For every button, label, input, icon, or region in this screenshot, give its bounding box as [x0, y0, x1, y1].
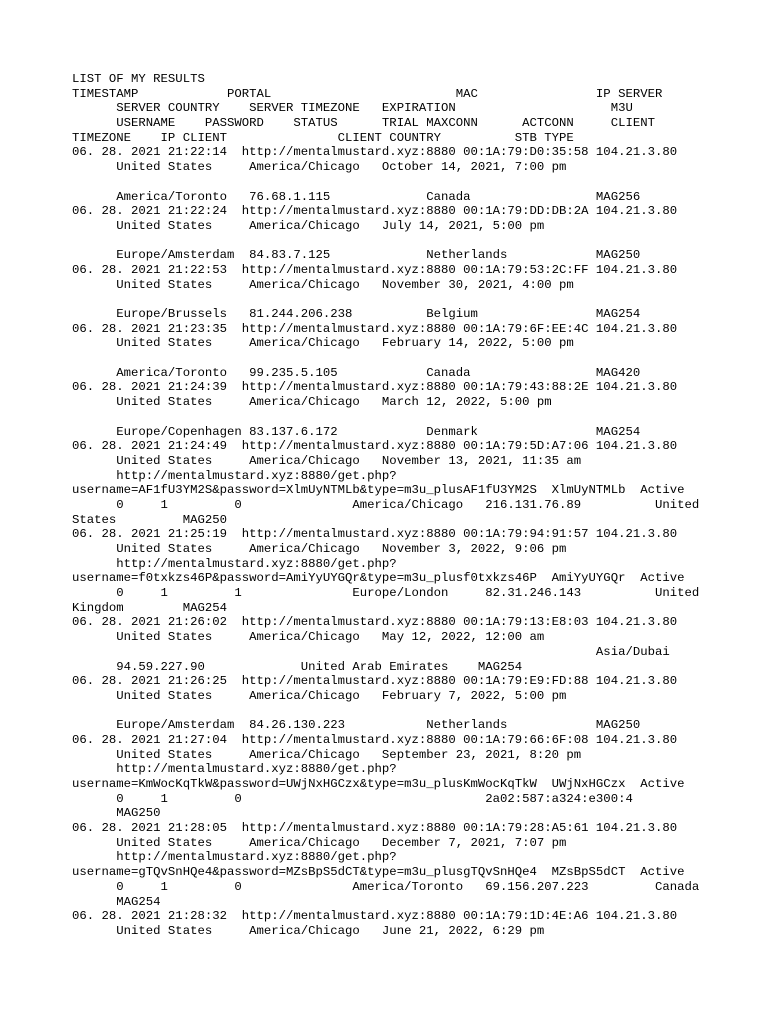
header-line: USERNAME PASSWORD STATUS TRIAL MAXCONN ACTCONN CLIENT [72, 116, 655, 131]
record-line: Europe/Amsterdam 84.26.130.223 Netherlands MAG250 [72, 718, 641, 733]
record-line: United States America/Chicago June 21, 2022, 6:29 pm [72, 923, 545, 938]
record-line: http://mentalmustard.xyz:8880/get.php? [72, 468, 397, 483]
record-line: Asia/Dubai [72, 644, 670, 659]
record-line: 0 1 0 2a02:587:a324:e300:4 [72, 791, 633, 806]
record-line: 06. 28. 2021 21:28:05 http://mentalmustard.xyz:8880 00:1A:79:28:A5:61 104.21.3.80 [72, 821, 678, 836]
record-line: 0 1 0 America/Chicago 216.131.76.89 United [72, 497, 700, 512]
record-line: United States America/Chicago February 14, 2022, 5:00 pm [72, 336, 574, 351]
record-line: 06. 28. 2021 21:28:32 http://mentalmustard.xyz:8880 00:1A:79:1D:4E:A6 104.21.3.80 [72, 909, 678, 924]
header-line: TIMESTAMP PORTAL MAC IP SERVER [72, 86, 663, 101]
record-line: United States America/Chicago May 12, 2022, 12:00 am [72, 630, 545, 645]
record-line: 06. 28. 2021 21:26:02 http://mentalmustard.xyz:8880 00:1A:79:13:E8:03 104.21.3.80 [72, 615, 678, 630]
record-line: 0 1 1 Europe/London 82.31.246.143 United [72, 586, 700, 601]
record-line: Europe/Amsterdam 84.83.7.125 Netherlands MAG250 [72, 248, 641, 263]
record-line: United States America/Chicago November 30, 2021, 4:00 pm [72, 277, 574, 292]
record-line [72, 175, 712, 190]
record-line: username=gTQvSnHQe4&password=MZsBpS5dCT&type=m3u_plusgTQvSnHQe4 MZsBpS5dCT Active [72, 865, 685, 880]
record-line: MAG250 [72, 806, 161, 821]
record-line: 94.59.227.90 United Arab Emirates MAG254 [72, 659, 523, 674]
record-line: United States America/Chicago December 7, 2021, 7:07 pm [72, 835, 567, 850]
record-line: 06. 28. 2021 21:22:53 http://mentalmustard.xyz:8880 00:1A:79:53:2C:FF 104.21.3.80 [72, 262, 678, 277]
header-line: SERVER COUNTRY SERVER TIMEZONE EXPIRATION M3U [72, 101, 633, 116]
record-line: Kingdom MAG254 [72, 600, 227, 615]
record-line: 06. 28. 2021 21:24:49 http://mentalmustard.xyz:8880 00:1A:79:5D:A7:06 104.21.3.80 [72, 439, 678, 454]
document-title: LIST OF MY RESULTS [72, 72, 205, 86]
record-line: States MAG250 [72, 512, 227, 527]
record-line: Europe/Brussels 81.244.206.238 Belgium MAG254 [72, 307, 641, 321]
record-line: United States America/Chicago November 13, 2021, 11:35 am [72, 453, 582, 468]
record-line: Europe/Copenhagen 83.137.6.172 Denmark MAG254 [72, 424, 641, 439]
record-line [72, 234, 712, 249]
record-line: United States America/Chicago October 14, 2021, 7:00 pm [72, 160, 567, 175]
record-line: 06. 28. 2021 21:27:04 http://mentalmustard.xyz:8880 00:1A:79:66:6F:08 104.21.3.80 [72, 732, 678, 747]
record-line [72, 704, 712, 719]
record-line: 06. 28. 2021 21:23:35 http://mentalmustard.xyz:8880 00:1A:79:6F:EE:4C 104.21.3.80 [72, 321, 678, 336]
record-line: MAG254 [72, 894, 161, 909]
record-line: http://mentalmustard.xyz:8880/get.php? [72, 850, 397, 865]
header-line: TIMEZONE IP CLIENT CLIENT COUNTRY STB TYPE [72, 130, 574, 145]
record-line: 06. 28. 2021 21:24:39 http://mentalmustard.xyz:8880 00:1A:79:43:88:2E 104.21.3.80 [72, 380, 678, 395]
record-line: United States America/Chicago February 7, 2022, 5:00 pm [72, 688, 567, 703]
record-line: username=f0txkzs46P&password=AmiYyUYGQr&type=m3u_plusf0txkzs46P AmiYyUYGQr Active [72, 571, 685, 586]
record-line: America/Toronto 99.235.5.105 Canada MAG420 [72, 365, 641, 380]
record-line: United States America/Chicago March 12, 2022, 5:00 pm [72, 395, 552, 410]
record-line [72, 292, 712, 307]
record-line: United States America/Chicago November 3, 2022, 9:06 pm [72, 542, 567, 556]
record-line: 06. 28. 2021 21:22:14 http://mentalmustard.xyz:8880 00:1A:79:D0:35:58 104.21.3.80 [72, 145, 678, 160]
record-line: username=AF1fU3YM2S&password=XlmUyNTMLb&type=m3u_plusAF1fU3YM2S XlmUyNTMLb Active [72, 483, 685, 498]
record-line: America/Toronto 76.68.1.115 Canada MAG256 [72, 189, 641, 204]
record-line: 06. 28. 2021 21:22:24 http://mentalmustard.xyz:8880 00:1A:79:DD:DB:2A 104.21.3.80 [72, 204, 678, 219]
record-line: 0 1 0 America/Toronto 69.156.207.223 Canada [72, 879, 700, 894]
record-line: United States America/Chicago July 14, 2021, 5:00 pm [72, 218, 545, 233]
record-line: 06. 28. 2021 21:26:25 http://mentalmustard.xyz:8880 00:1A:79:E9:FD:88 104.21.3.80 [72, 674, 678, 689]
record-line: 06. 28. 2021 21:25:19 http://mentalmustard.xyz:8880 00:1A:79:94:91:57 104.21.3.80 [72, 527, 678, 542]
record-line: United States America/Chicago September 23, 2021, 8:20 pm [72, 747, 582, 762]
results-document [72, 72, 712, 939]
record-line: http://mentalmustard.xyz:8880/get.php? [72, 556, 397, 571]
record-line [72, 351, 712, 366]
record-line: http://mentalmustard.xyz:8880/get.php? [72, 762, 397, 777]
record-line [72, 410, 712, 425]
record-line: username=KmWocKqTkW&password=UWjNxHGCzx&type=m3u_plusKmWocKqTkW UWjNxHGCzx Active [72, 777, 685, 791]
